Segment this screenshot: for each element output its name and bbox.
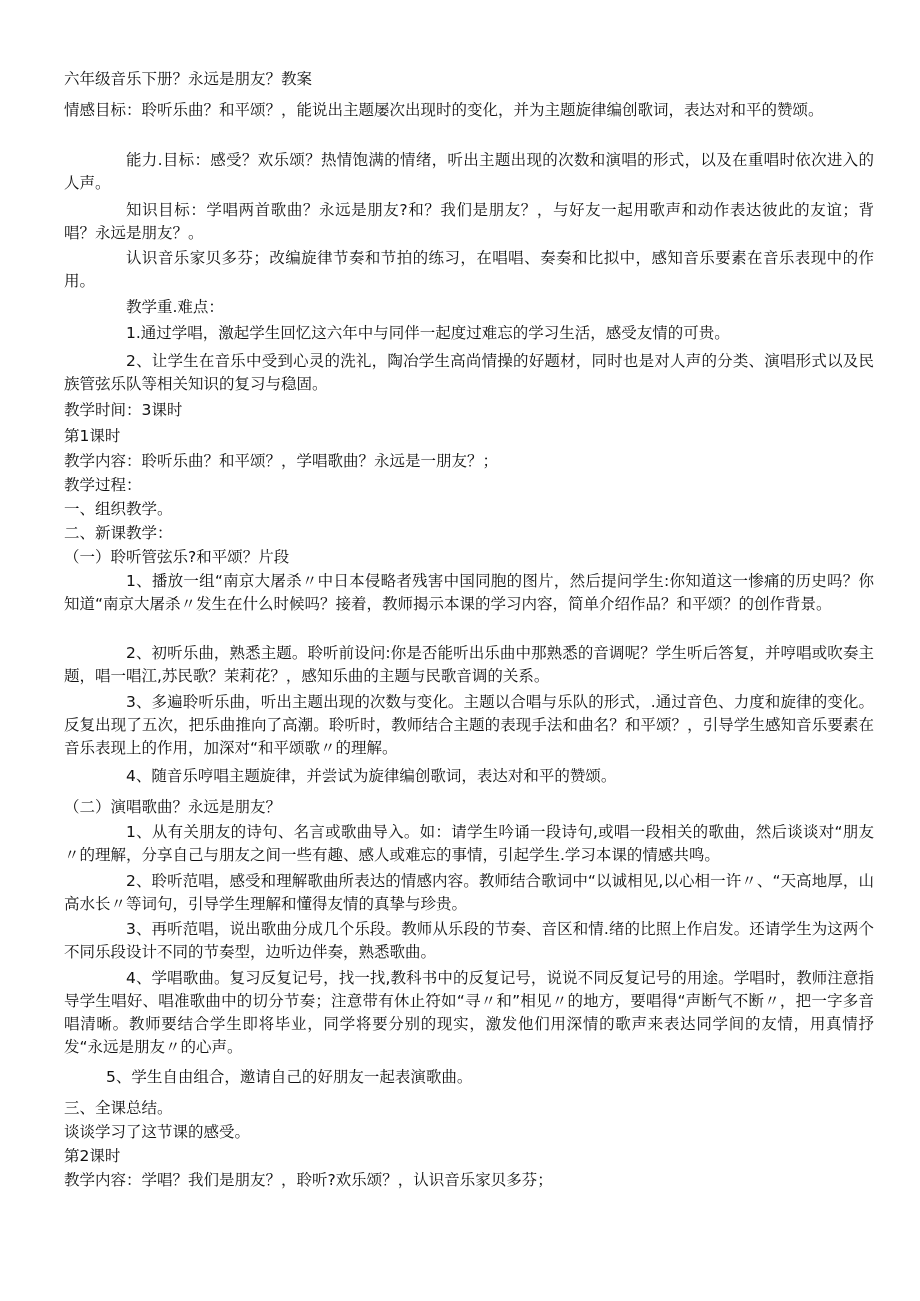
subsection-2-heading: （二）演唱歌曲？永远是朋友？ [64, 798, 282, 816]
summary-text: 谈谈学习了这节课的感受。 [64, 1123, 251, 1141]
key-point-1: 1.通过学唱，激起学生回忆这六年中与同伴一起度过难忘的学习生活，感受友情的可贵。 [126, 324, 730, 342]
step-2-5: 5、学生自由组合，邀请自己的好朋友一起表演歌曲。 [106, 1068, 473, 1086]
lesson-1-content: 教学内容：聆听乐曲？和平颂？，学唱歌曲？永远是一朋友？； [64, 452, 499, 470]
section-new-lesson: 二、新课教学： [64, 524, 173, 542]
teaching-time: 教学时间：3课时 [64, 401, 183, 419]
step-1-4: 4、随音乐哼唱主题旋律，并尝试为旋律编创歌词，表达对和平的赞颂。 [126, 767, 617, 785]
key-point-2: 2、让学生在音乐中受到心灵的洗礼，陶冶学生高尚情操的好题材，同时也是对人声的分类、演唱形式以及民族管弦乐队等相关知识的复习与稳固。 [64, 352, 874, 393]
key-points-heading: 教学重.难点： [126, 298, 224, 316]
step-2-4: 4、学唱歌曲。复习反复记号，找一找,教科书中的反复记号，说说不同反复记号的用途。学唱时，教师注意指导学生唱好、唱准歌曲中的切分节奏；注意带有休止符如“寻〃和”相见〃的地方，要唱得“声断气不断〃，把一字多音唱清晰。教师要结合学生即将毕业，同学将要分别的现实，激发他们用深情的歌声来表达同学间的友情，用真情抒发“永远是朋友〃的心声。 [64, 969, 874, 1056]
step-2-3: 3、再听范唱，说出歌曲分成几个乐段。教师从乐段的节奏、音区和情.绪的比照上作启发。还请学生为这两个不同乐段设计不同的节奏型，边听边伴奏，熟悉歌曲。 [64, 920, 874, 961]
lesson-2-content: 教学内容：学唱？我们是朋友？，聆听?欢乐颂？，认识音乐家贝多芬； [64, 1171, 553, 1189]
knowledge-goal: 知识目标：学唱两首歌曲？永远是朋友?和？我们是朋友？，与好友一起用歌声和动作表达彼此的友谊；背唱？永远是朋友？。 [64, 201, 874, 242]
lesson-2-heading: 第2课时 [64, 1147, 121, 1165]
step-1-2: 2、初听乐曲，熟悉主题。聆听前设问:你是否能听出乐曲中那熟悉的音调呢？学生听后答复，并哼唱或吹奏主题，唱一唱江,苏民歌？茉莉花？，感知乐曲的主题与民歌音调的关系。 [64, 644, 874, 685]
emotion-goal: 情感目标：聆听乐曲？和平颂？，能说出主题屡次出现时的变化，并为主题旋律编创歌词，表达对和平的赞颂。 [64, 101, 824, 119]
subsection-1-heading: （一）聆听管弦乐?和平颂？片段 [64, 548, 290, 566]
step-1-3: 3、多遍聆听乐曲，听出主题出现的次数与变化。主题以合唱与乐队的形式，.通过音色、力度和旋律的变化。反复出现了五次，把乐曲推向了高潮。聆听时，教师结合主题的表现手法和曲名？和平颂？，引导学生感知音乐要素在音乐表现上的作用，加深对“和平颂歌〃的理解。 [64, 693, 874, 757]
step-2-2: 2、聆听范唱，感受和理解歌曲所表达的情感内容。教师结合歌词中“以诚相见,以心相一许〃、“天高地厚，山高水长〃等词句，引导学生理解和懂得友情的真挚与珍贵。 [64, 872, 874, 913]
teaching-process-heading: 教学过程： [64, 476, 142, 494]
step-2-1: 1、从有关朋友的诗句、名言或歌曲导入。如：请学生吟诵一段诗句,或唱一段相关的歌曲，然后谈谈对“朋友〃的理解，分享自己与朋友之间一些有趣、感人或难忘的事情，引起学生.学习本课的情感共鸣。 [64, 823, 874, 864]
knowledge-goal-continued: 认识音乐家贝多芬；改编旋律节奏和节拍的练习，在唱唱、奏奏和比拟中，感知音乐要素在音乐表现中的作用。 [64, 249, 874, 290]
lesson-1-heading: 第1课时 [64, 427, 121, 445]
section-summary: 三、全课总结。 [64, 1099, 173, 1117]
ability-goal: 能力.目标：感受？欢乐颂？热情饱满的情绪，听出主题出现的次数和演唱的形式，以及在重唱时依次进入的人声。 [64, 151, 874, 192]
section-organize: 一、组织教学。 [64, 500, 173, 518]
doc-title: 六年级音乐下册？永远是朋友？教案 [64, 70, 313, 88]
step-1-1: 1、播放一组“南京大屠杀〃中日本侵略者残害中国同胞的图片，然后提问学生:你知道这一惨痛的历史吗？你知道“南京大屠杀〃发生在什么时候吗？接着，教师揭示本课的学习内容，简单介绍作品？和平颂？的创作背景。 [64, 572, 874, 613]
